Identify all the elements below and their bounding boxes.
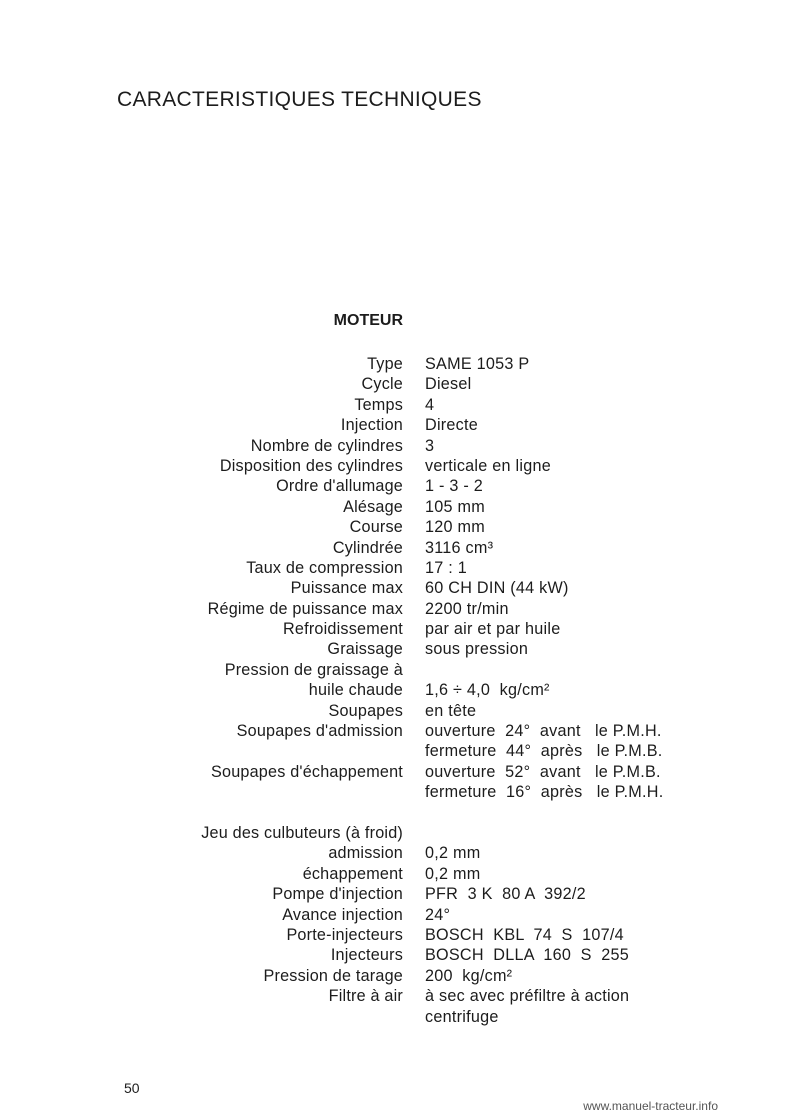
spec-row <box>0 966 799 986</box>
spec-value: 3116 cm³ <box>425 538 494 557</box>
spec-value: sous pression <box>425 640 529 659</box>
spec-label: huile chaude <box>308 681 403 700</box>
spec-value: 24° <box>425 905 451 924</box>
spec-value: 17 : 1 <box>425 558 468 577</box>
spec-row <box>0 578 799 598</box>
spec-value: ouverture 24° avant le P.M.H. <box>425 722 662 741</box>
spec-label: Jeu des culbuteurs (à froid) <box>201 823 403 842</box>
spec-label: Graissage <box>327 640 403 659</box>
spec-label: Injection <box>340 416 403 435</box>
spec-label: Course <box>349 518 403 537</box>
spec-row <box>0 476 799 496</box>
spec-row <box>0 497 799 517</box>
spec-label: Alésage <box>343 497 403 516</box>
page-number: 50 <box>124 1080 140 1096</box>
spec-label: Pression de graissage à <box>224 660 403 679</box>
spec-row <box>0 762 799 782</box>
spec-table <box>0 354 799 1027</box>
spec-label <box>0 782 403 802</box>
spec-row <box>0 639 799 659</box>
spec-label: Disposition des cylindres <box>219 456 403 475</box>
spec-value: 4 <box>425 395 435 414</box>
spec-row <box>0 599 799 619</box>
spec-label: Cylindrée <box>332 538 403 557</box>
spec-value: 105 mm <box>425 497 485 516</box>
spec-value: ouverture 52° avant le P.M.B. <box>425 762 661 781</box>
spec-row <box>0 395 799 415</box>
spec-label: Ordre d'allumage <box>276 477 403 496</box>
spec-value: par air et par huile <box>425 620 561 639</box>
spec-label: Taux de compression <box>246 558 403 577</box>
spec-value: 1,6 ÷ 4,0 kg/cm² <box>425 681 550 700</box>
spec-row <box>0 864 799 884</box>
spec-row <box>0 905 799 925</box>
spec-row <box>0 436 799 456</box>
spec-label: Type <box>367 355 403 373</box>
spec-row <box>0 945 799 965</box>
spec-label: Cycle <box>361 375 403 394</box>
spec-value: 60 CH DIN (44 kW) <box>425 579 569 598</box>
spec-value: PFR 3 K 80 A 392/2 <box>425 885 586 904</box>
spec-value: à sec avec préfiltre à action <box>425 987 630 1006</box>
spec-value: 0,2 mm <box>425 864 481 883</box>
spec-row <box>0 456 799 476</box>
site-watermark: www.manuel-tracteur.info <box>583 1099 718 1113</box>
spec-value: Directe <box>425 416 479 435</box>
spec-value: 1 - 3 - 2 <box>425 477 484 496</box>
spec-label: Pression de tarage <box>263 966 403 985</box>
spec-row <box>0 354 799 374</box>
spec-row <box>0 843 799 863</box>
spec-value: fermeture 16° après le P.M.H. <box>425 783 664 802</box>
spec-value: 3 <box>425 436 435 455</box>
spec-label: Avance injection <box>282 905 403 924</box>
spec-label: Filtre à air <box>328 987 403 1006</box>
spec-row <box>0 558 799 578</box>
spec-value: 200 kg/cm² <box>425 966 513 985</box>
spec-value: en tête <box>425 701 477 720</box>
spec-row <box>0 782 799 802</box>
spec-row <box>0 823 799 843</box>
spec-row <box>0 660 799 680</box>
spec-label: Refroidissement <box>283 620 403 639</box>
spec-label: Soupapes <box>328 701 403 720</box>
spec-row <box>0 701 799 721</box>
spec-value: SAME 1053 P <box>425 355 530 373</box>
spec-label <box>0 741 403 761</box>
spec-value: BOSCH KBL 74 S 107/4 <box>425 925 624 944</box>
spec-value: Diesel <box>425 375 472 394</box>
spec-row <box>0 619 799 639</box>
spec-value: BOSCH DLLA 160 S 255 <box>425 946 629 965</box>
spec-label: Injecteurs <box>330 946 403 965</box>
spec-row <box>0 517 799 537</box>
spec-row <box>0 374 799 394</box>
spacer <box>0 803 799 823</box>
spec-row <box>0 1007 799 1027</box>
spec-label: Porte-injecteurs <box>286 925 403 944</box>
spec-label: Puissance max <box>290 579 403 598</box>
spec-row <box>0 884 799 904</box>
spec-label: Soupapes d'admission <box>236 722 403 741</box>
spec-row <box>0 415 799 435</box>
page-title: CARACTERISTIQUES TECHNIQUES <box>117 88 482 111</box>
spec-label: Pompe d'injection <box>272 885 403 904</box>
spec-row <box>0 680 799 700</box>
spec-label: Soupapes d'échappement <box>211 762 403 781</box>
spec-value: 120 mm <box>425 518 485 537</box>
section-heading: MOTEUR <box>333 312 403 329</box>
spec-label: admission <box>328 844 403 863</box>
spec-value: fermeture 44° après le P.M.B. <box>425 742 663 761</box>
spec-row <box>0 721 799 741</box>
spec-value: 2200 tr/min <box>425 599 509 618</box>
spec-value: verticale en ligne <box>425 456 551 475</box>
spec-label <box>0 1007 403 1027</box>
spec-value: 0,2 mm <box>425 844 481 863</box>
spec-value: centrifuge <box>425 1007 499 1026</box>
spec-label: échappement <box>302 864 403 883</box>
spec-row <box>0 986 799 1006</box>
spec-row <box>0 925 799 945</box>
spec-label: Régime de puissance max <box>207 599 403 618</box>
spec-row <box>0 741 799 761</box>
spec-label: Temps <box>354 395 403 414</box>
spec-row <box>0 538 799 558</box>
spec-label: Nombre de cylindres <box>250 436 403 455</box>
